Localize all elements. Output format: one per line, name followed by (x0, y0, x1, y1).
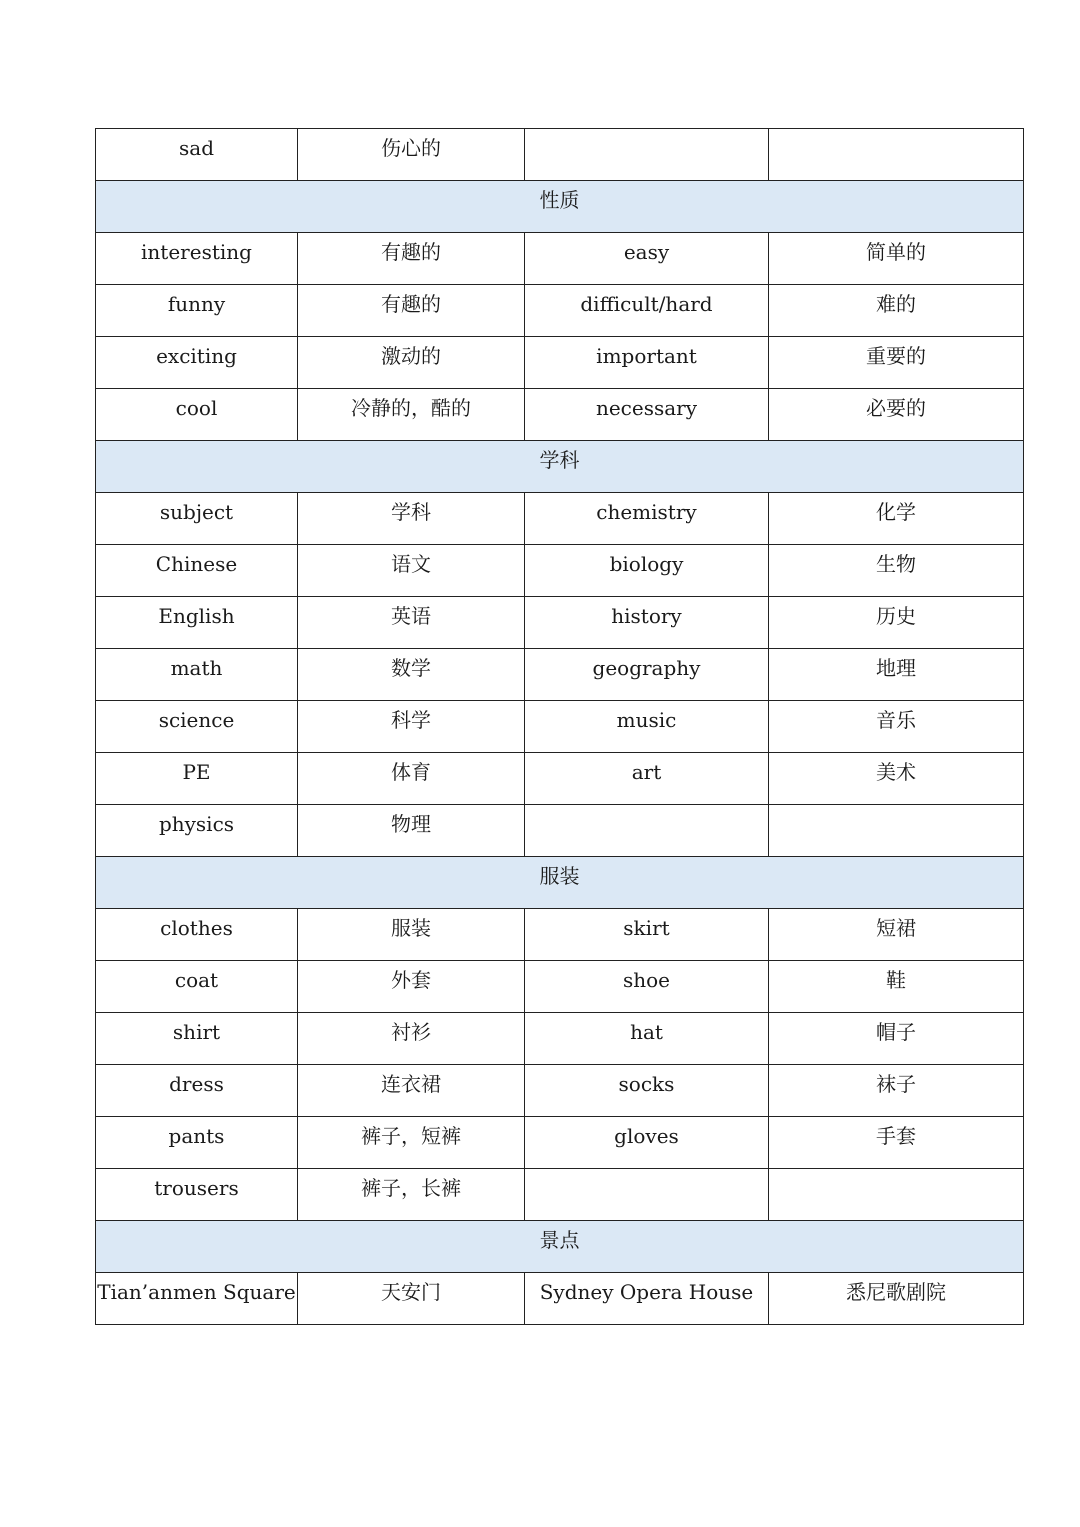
english-word: cool (175, 396, 218, 420)
vocab-cell (769, 1117, 1024, 1169)
vocab-row (96, 701, 1024, 753)
vocab-cell (96, 597, 298, 649)
chinese-meaning (769, 805, 1023, 814)
vocab-cell (96, 1273, 298, 1325)
section-title: 服装 (539, 864, 580, 888)
vocabulary-table (95, 128, 1024, 1325)
english-word: shoe (622, 968, 671, 992)
chinese-meaning: 手套 (876, 1124, 916, 1148)
section-header-row (96, 1221, 1024, 1273)
vocab-row (96, 493, 1024, 545)
chinese-meaning: 伤心的 (381, 136, 441, 160)
english-word: science (158, 708, 235, 732)
vocab-row (96, 805, 1024, 857)
chinese-meaning: 历史 (876, 604, 916, 628)
vocab-cell (525, 1273, 769, 1325)
english-word: sad (179, 136, 214, 160)
chinese-meaning: 裤子，长裤 (361, 1176, 461, 1200)
vocab-cell (525, 285, 769, 337)
english-word: coat (174, 968, 219, 992)
vocab-cell (96, 961, 298, 1013)
english-word: clothes (160, 916, 233, 940)
vocab-cell (96, 337, 298, 389)
vocab-row (96, 545, 1024, 597)
vocab-cell (96, 233, 298, 285)
chinese-meaning: 连衣裙 (381, 1072, 441, 1096)
english-word: Sydney Opera House (539, 1280, 754, 1304)
vocab-cell (769, 805, 1024, 857)
vocab-cell (96, 129, 298, 181)
vocab-cell (525, 1117, 769, 1169)
english-word: subject (159, 500, 234, 524)
chinese-meaning: 地理 (876, 656, 916, 680)
vocab-cell (298, 129, 525, 181)
vocab-cell (96, 649, 298, 701)
chinese-meaning: 重要的 (866, 344, 926, 368)
vocab-cell (525, 389, 769, 441)
vocab-row (96, 285, 1024, 337)
chinese-meaning: 悉尼歌剧院 (846, 1280, 946, 1304)
vocab-cell (525, 909, 769, 961)
vocab-cell (769, 1065, 1024, 1117)
vocab-cell (96, 909, 298, 961)
chinese-meaning: 数学 (391, 656, 431, 680)
chinese-meaning: 生物 (876, 552, 916, 576)
vocab-cell (525, 597, 769, 649)
chinese-meaning: 服装 (391, 916, 431, 940)
vocab-cell (525, 493, 769, 545)
vocab-cell (298, 649, 525, 701)
vocab-row (96, 1013, 1024, 1065)
chinese-meaning: 冷静的，酷的 (351, 396, 471, 420)
vocab-cell (769, 649, 1024, 701)
chinese-meaning: 英语 (391, 604, 431, 628)
vocab-cell (298, 805, 525, 857)
vocab-cell (525, 805, 769, 857)
english-word: geography (592, 656, 701, 680)
vocab-cell (96, 1117, 298, 1169)
vocab-cell (769, 1013, 1024, 1065)
vocab-cell (298, 1065, 525, 1117)
english-word: trousers (154, 1176, 239, 1200)
vocab-cell (769, 961, 1024, 1013)
vocab-cell (298, 545, 525, 597)
section-header-row (96, 441, 1024, 493)
chinese-meaning: 有趣的 (381, 240, 441, 264)
chinese-meaning: 帽子 (876, 1020, 916, 1044)
chinese-meaning: 外套 (391, 968, 431, 992)
chinese-meaning: 短裙 (876, 916, 916, 940)
vocab-row (96, 1169, 1024, 1221)
english-word: socks (618, 1072, 675, 1096)
english-word: gloves (614, 1124, 679, 1148)
chinese-meaning: 学科 (391, 500, 431, 524)
english-word: shirt (172, 1020, 221, 1044)
vocab-cell (298, 285, 525, 337)
english-word: Tian’anmen Square (97, 1280, 296, 1304)
vocab-cell (298, 909, 525, 961)
vocab-cell (298, 701, 525, 753)
english-word: math (170, 656, 223, 680)
vocab-cell (298, 493, 525, 545)
section-title: 景点 (539, 1228, 580, 1252)
vocab-cell (769, 545, 1024, 597)
english-word (525, 129, 768, 138)
english-word: music (616, 708, 677, 732)
english-word: easy (623, 240, 670, 264)
english-word: English (158, 604, 235, 628)
vocab-cell (525, 337, 769, 389)
vocab-row (96, 389, 1024, 441)
vocab-cell (769, 909, 1024, 961)
english-word: necessary (595, 396, 698, 420)
vocab-cell (525, 545, 769, 597)
vocab-cell (525, 233, 769, 285)
vocab-row (96, 337, 1024, 389)
vocab-cell (96, 805, 298, 857)
vocab-row (96, 961, 1024, 1013)
chinese-meaning: 科学 (391, 708, 431, 732)
vocab-row (96, 753, 1024, 805)
english-word: exciting (156, 344, 237, 368)
vocab-cell (769, 1169, 1024, 1221)
section-title: 学科 (539, 448, 580, 472)
english-word: hat (630, 1020, 663, 1044)
vocab-cell (298, 233, 525, 285)
english-word: art (631, 760, 662, 784)
vocab-cell (769, 597, 1024, 649)
english-word: important (596, 344, 697, 368)
english-word: PE (182, 760, 211, 784)
vocab-cell (769, 493, 1024, 545)
vocab-cell (298, 1117, 525, 1169)
vocab-cell (298, 389, 525, 441)
english-word: funny (167, 292, 226, 316)
vocab-cell (96, 389, 298, 441)
vocab-cell (298, 337, 525, 389)
vocab-row (96, 597, 1024, 649)
section-header-cell (96, 1221, 1024, 1273)
vocab-row (96, 1065, 1024, 1117)
chinese-meaning: 衬衫 (391, 1020, 431, 1044)
vocab-cell (96, 493, 298, 545)
vocab-cell (96, 701, 298, 753)
vocab-row (96, 233, 1024, 285)
vocab-row (96, 909, 1024, 961)
chinese-meaning: 物理 (391, 812, 431, 836)
vocab-cell (769, 129, 1024, 181)
vocab-cell (525, 129, 769, 181)
vocab-cell (769, 753, 1024, 805)
vocab-cell (769, 285, 1024, 337)
english-word: interesting (141, 240, 252, 264)
chinese-meaning: 激动的 (381, 344, 441, 368)
chinese-meaning (769, 129, 1023, 138)
vocab-cell (525, 753, 769, 805)
english-word: skirt (623, 916, 670, 940)
vocab-cell (769, 337, 1024, 389)
english-word: difficult/hard (580, 292, 713, 316)
english-word: physics (158, 812, 235, 836)
vocab-cell (525, 701, 769, 753)
vocab-row (96, 1117, 1024, 1169)
vocab-cell (769, 233, 1024, 285)
section-header-cell (96, 181, 1024, 233)
section-title: 性质 (539, 188, 580, 212)
vocab-cell (525, 1169, 769, 1221)
vocab-cell (298, 1273, 525, 1325)
chinese-meaning: 裤子，短裤 (361, 1124, 461, 1148)
chinese-meaning: 体育 (391, 760, 431, 784)
vocab-cell (298, 961, 525, 1013)
chinese-meaning: 天安门 (381, 1280, 441, 1304)
vocab-row (96, 649, 1024, 701)
english-word (525, 1169, 768, 1178)
vocab-cell (298, 753, 525, 805)
vocab-cell (96, 545, 298, 597)
vocab-cell (769, 701, 1024, 753)
vocab-cell (96, 753, 298, 805)
english-word (525, 805, 768, 814)
chinese-meaning: 有趣的 (381, 292, 441, 316)
vocab-cell (769, 1273, 1024, 1325)
section-header-row (96, 857, 1024, 909)
section-header-cell (96, 857, 1024, 909)
vocab-cell (525, 1065, 769, 1117)
english-word: biology (609, 552, 684, 576)
chinese-meaning: 化学 (876, 500, 916, 524)
chinese-meaning: 必要的 (866, 396, 926, 420)
chinese-meaning: 音乐 (876, 708, 916, 732)
vocab-cell (298, 1169, 525, 1221)
section-header-cell (96, 441, 1024, 493)
vocab-cell (96, 1013, 298, 1065)
english-word: chemistry (596, 500, 697, 524)
section-header-row (96, 181, 1024, 233)
english-word: history (611, 604, 682, 628)
english-word: pants (168, 1124, 225, 1148)
chinese-meaning: 鞋 (886, 968, 906, 992)
vocabulary-table-body (96, 129, 1024, 1325)
vocab-cell (298, 597, 525, 649)
vocab-cell (769, 389, 1024, 441)
english-word: Chinese (155, 552, 238, 576)
vocab-cell (525, 961, 769, 1013)
vocab-cell (96, 285, 298, 337)
chinese-meaning: 简单的 (866, 240, 926, 264)
chinese-meaning: 袜子 (876, 1072, 916, 1096)
vocab-cell (525, 1013, 769, 1065)
chinese-meaning: 美术 (876, 760, 916, 784)
vocab-cell (525, 649, 769, 701)
english-word: dress (169, 1072, 224, 1096)
vocab-row (96, 129, 1024, 181)
vocab-cell (96, 1065, 298, 1117)
chinese-meaning (769, 1169, 1023, 1178)
chinese-meaning: 语文 (391, 552, 431, 576)
vocab-cell (298, 1013, 525, 1065)
chinese-meaning: 难的 (876, 292, 916, 316)
vocab-cell (96, 1169, 298, 1221)
vocab-row (96, 1273, 1024, 1325)
